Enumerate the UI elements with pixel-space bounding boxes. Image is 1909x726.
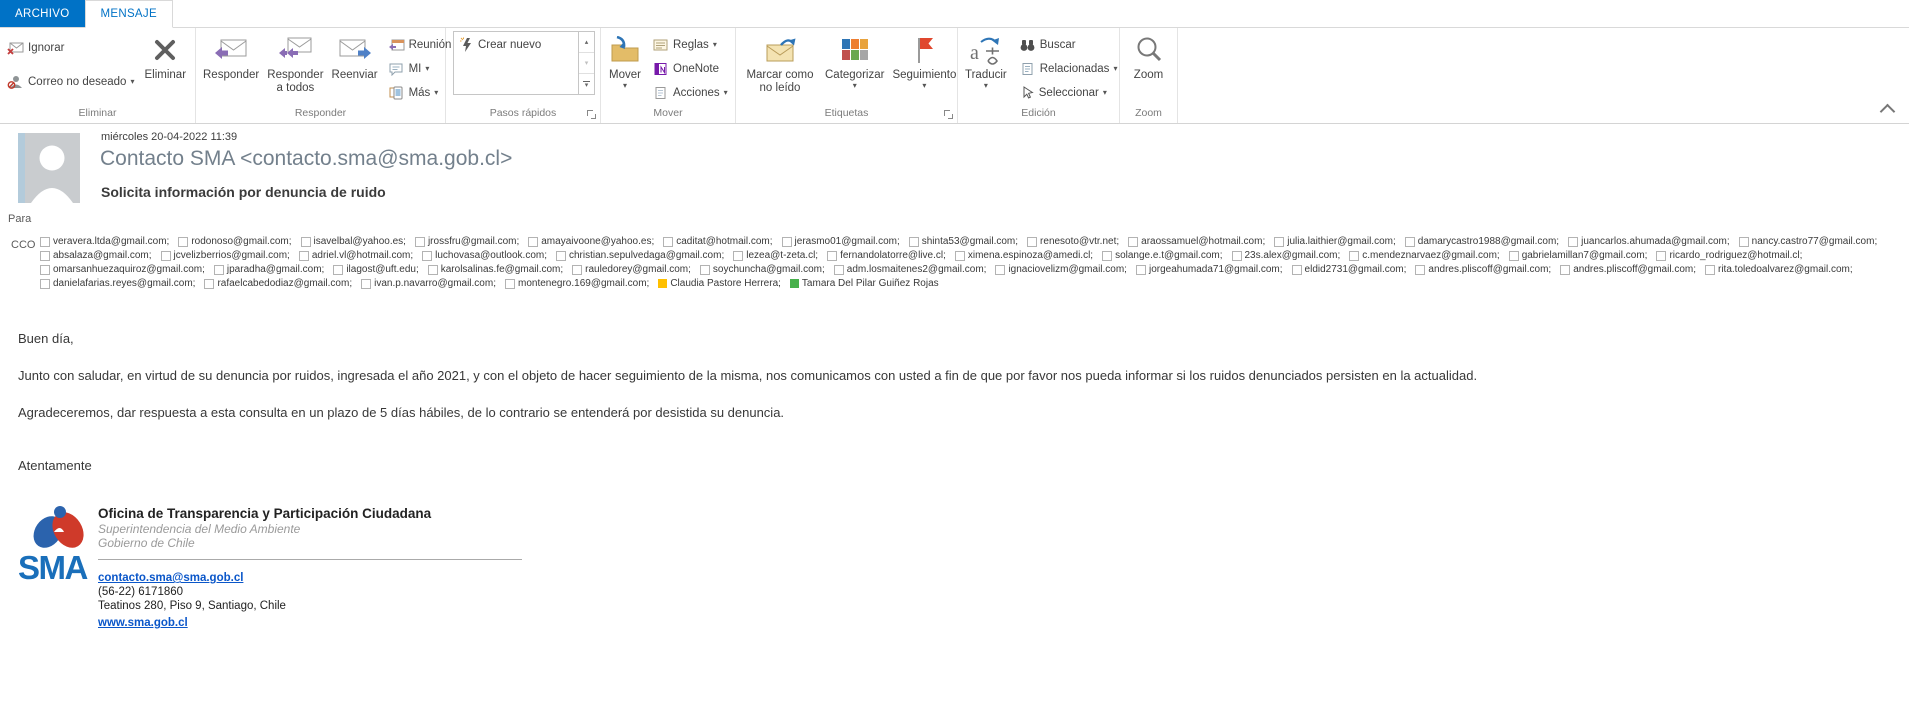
recipient-address: soychuncha@gmail.com; xyxy=(712,264,825,275)
recipient-checkbox xyxy=(422,251,432,261)
recipient-address: fernandolatorre@live.cl; xyxy=(840,250,946,261)
recipient-checkbox xyxy=(1274,237,1284,247)
svg-text:a: a xyxy=(969,42,979,64)
dropdown-arrow-icon: ▾ xyxy=(922,81,927,90)
group-mover xyxy=(601,28,736,123)
recipient-address: omarsanhuezaquiroz@gmail.com; xyxy=(53,264,205,275)
recipient-checkbox xyxy=(995,265,1005,275)
mas-label: Más xyxy=(408,87,431,99)
recipient[interactable] xyxy=(40,277,195,290)
categorize-grid-icon xyxy=(840,33,870,67)
group-etiquetas xyxy=(736,28,958,123)
seguimiento-label: Seguimiento xyxy=(892,69,957,81)
recipient-address: jcvelizberrios@gmail.com; xyxy=(173,250,290,261)
signature xyxy=(16,506,522,631)
quick-steps-box xyxy=(453,31,595,95)
recipient-checkbox xyxy=(1349,251,1359,261)
responder-a-todos-label: Responder a todos xyxy=(267,69,324,94)
recipient[interactable] xyxy=(1128,235,1265,248)
recipient-address: julia.laithier@gmail.com; xyxy=(1287,236,1396,247)
categorizar-label: Categorizar xyxy=(825,69,885,81)
recipient-checkbox xyxy=(1560,265,1570,275)
forward-envelope-icon xyxy=(337,33,373,67)
recipient-address: rodonoso@gmail.com; xyxy=(191,236,292,247)
recipient-address: montenegro.169@gmail.com; xyxy=(517,278,650,289)
group-label-mover: Mover xyxy=(653,107,683,119)
signature-office: Oficina de Transparencia y Participación Ciudadana xyxy=(98,506,432,521)
recipient[interactable] xyxy=(214,263,324,276)
junk-person-icon xyxy=(7,75,24,89)
recipient-checkbox xyxy=(1405,237,1415,247)
recipient-address: ivan.p.navarro@gmail.com; xyxy=(374,278,496,289)
recipient-checkbox xyxy=(955,251,965,261)
acciones-button[interactable] xyxy=(648,82,732,104)
ignorar-label: Ignorar xyxy=(28,42,65,54)
signature-address: Teatinos 280, Piso 9, Santiago, Chile xyxy=(98,599,286,612)
group-zoom xyxy=(1120,28,1178,123)
related-document-icon xyxy=(1019,62,1036,76)
eliminar-label: Eliminar xyxy=(144,69,187,81)
recipient-address: 23s.alex@gmail.com; xyxy=(1244,250,1341,261)
recipient-address: lezea@t-zeta.cl; xyxy=(746,250,819,261)
recipient-address: c.mendeznarvaez@gmail.com; xyxy=(1362,250,1500,261)
recipient-address: danielafarias.reyes@gmail.com; xyxy=(53,278,196,289)
category-swatch xyxy=(658,279,667,288)
ignore-envelope-icon xyxy=(7,41,24,55)
signature-divider xyxy=(98,559,522,560)
recipient-address: araossamuel@hotmail.com; xyxy=(1141,236,1266,247)
seguimiento-button[interactable] xyxy=(888,31,960,106)
recipient[interactable] xyxy=(1292,263,1407,276)
recipient[interactable] xyxy=(1705,263,1853,276)
recipient-address: Claudia Pastore Herrera; xyxy=(670,278,781,289)
recipient-address: amayaivoone@yahoo.es; xyxy=(541,236,655,247)
recipient-address: jorgeahumada71@gmail.com; xyxy=(1148,264,1283,275)
relacionadas-label: Relacionadas xyxy=(1039,63,1110,75)
recipient-address: ximena.espinoza@amedi.cl; xyxy=(967,250,1094,261)
dropdown-arrow-icon: ▾ xyxy=(983,81,988,90)
lightning-icon xyxy=(459,37,473,53)
recipient-address: jerasmo01@gmail.com; xyxy=(794,236,900,247)
recipient-address: andres.pliscoff@gmail.com; xyxy=(1573,264,1696,275)
buscar-button[interactable] xyxy=(1015,34,1122,56)
recipient-checkbox xyxy=(415,237,425,247)
recipient-checkbox xyxy=(361,279,371,289)
recipient[interactable] xyxy=(1274,235,1396,248)
zoom-button[interactable] xyxy=(1130,31,1168,106)
recipient-address: nancy.castro77@gmail.com; xyxy=(1751,236,1878,247)
group-pasos-rapidos xyxy=(446,28,601,123)
recipient-address: Tamara Del Pilar Guiñez Rojas xyxy=(801,278,939,289)
recipient-checkbox xyxy=(556,251,566,261)
cco-field-label: CCO xyxy=(11,239,36,251)
marcar-no-leido-button[interactable] xyxy=(739,31,821,106)
follow-up-flag-icon xyxy=(912,33,936,67)
tab-archivo[interactable]: ARCHIVO xyxy=(0,0,85,27)
scroll-up-icon[interactable]: ▴ xyxy=(579,32,594,53)
seleccionar-label: Seleccionar xyxy=(1038,87,1099,99)
reglas-button[interactable] xyxy=(648,34,732,56)
recipient-checkbox xyxy=(161,251,171,261)
recipient[interactable] xyxy=(1027,235,1119,248)
para-field-label: Para xyxy=(8,213,32,225)
acciones-label: Acciones xyxy=(673,87,720,99)
recipient[interactable] xyxy=(1102,249,1222,262)
recipient-checkbox xyxy=(1656,251,1666,261)
sma-logo-text: SMA xyxy=(18,549,87,586)
recipient-address: rita.toledoalvarez@gmail.com; xyxy=(1718,264,1853,275)
recipient-address: damarycastro1988@gmail.com; xyxy=(1417,236,1560,247)
onenote-button[interactable] xyxy=(648,58,732,80)
reglas-label: Reglas xyxy=(673,39,709,51)
recipient-address: karolsalinas.fe@gmail.com; xyxy=(440,264,564,275)
recipient[interactable] xyxy=(995,263,1127,276)
recipient-address: juancarlos.ahumada@gmail.com; xyxy=(1581,236,1730,247)
recipient[interactable] xyxy=(1560,263,1696,276)
recipient-checkbox xyxy=(505,279,515,289)
recipient[interactable] xyxy=(301,235,406,248)
signature-website-link[interactable]: www.sma.gob.cl xyxy=(98,617,188,629)
recipient[interactable] xyxy=(505,277,649,290)
recipient-checkbox xyxy=(1509,251,1519,261)
ribbon xyxy=(0,0,1909,124)
traducir-button[interactable] xyxy=(961,31,1011,106)
recipient-checkbox xyxy=(1705,265,1715,275)
recipient-address: ignaciovelizm@gmail.com; xyxy=(1008,264,1127,275)
recipient-address: caditat@hotmail.com; xyxy=(676,236,773,247)
dropdown-arrow-icon: ▾ xyxy=(723,88,728,97)
dropdown-arrow-icon: ▾ xyxy=(130,77,135,86)
ribbon-tab-row xyxy=(0,0,1909,28)
recipient-address: gabrielamillan7@gmail.com; xyxy=(1521,250,1648,261)
recipient-address: adriel.vl@hotmail.com; xyxy=(311,250,414,261)
recipient-checkbox xyxy=(1739,237,1749,247)
recipient[interactable] xyxy=(955,249,1093,262)
mark-unread-envelope-icon xyxy=(762,33,798,67)
recipient-checkbox xyxy=(1128,237,1138,247)
recipient[interactable] xyxy=(663,235,772,248)
recipient[interactable] xyxy=(299,249,413,262)
correo-no-deseado-label: Correo no deseado xyxy=(28,76,127,88)
recipient-checkbox xyxy=(909,237,919,247)
select-cursor-icon xyxy=(1019,86,1035,100)
recipient-checkbox xyxy=(40,265,50,275)
recipient[interactable] xyxy=(528,235,654,248)
sma-logo xyxy=(16,506,98,631)
recipient-address: absalaza@gmail.com; xyxy=(53,250,152,261)
reenviar-label: Reenviar xyxy=(331,69,378,81)
categorizar-button[interactable] xyxy=(821,31,888,106)
onenote-label: OneNote xyxy=(673,63,720,75)
recipient[interactable] xyxy=(422,249,547,262)
translate-icon xyxy=(968,33,1004,67)
group-edicion xyxy=(958,28,1120,123)
recipient-checkbox xyxy=(178,237,188,247)
message-date: miércoles 20-04-2022 11:39 xyxy=(101,131,238,143)
scroll-down-icon[interactable]: ▾ xyxy=(579,53,594,74)
recipient-address: rauledorey@gmail.com; xyxy=(585,264,691,275)
correo-no-deseado-button[interactable] xyxy=(3,71,138,93)
signature-email-link[interactable]: contacto.sma@sma.gob.cl xyxy=(98,572,244,584)
recipient-address: adm.losmaitenes2@gmail.com; xyxy=(846,264,987,275)
dropdown-arrow-icon: ▾ xyxy=(622,81,627,90)
recipient-address: luchovasa@outlook.com; xyxy=(435,250,547,261)
recipient-checkbox xyxy=(1568,237,1578,247)
recipient[interactable] xyxy=(909,235,1018,248)
seleccionar-button[interactable] xyxy=(1015,82,1122,104)
more-device-icon xyxy=(388,86,405,100)
recipient-checkbox xyxy=(700,265,710,275)
recipient[interactable] xyxy=(1568,235,1730,248)
recipient-checkbox xyxy=(782,237,792,247)
recipient-checkbox xyxy=(428,265,438,275)
dropdown-arrow-icon: ▾ xyxy=(1113,64,1118,73)
dropdown-arrow-icon: ▾ xyxy=(712,40,717,49)
recipient[interactable] xyxy=(428,263,563,276)
mover-label: Mover xyxy=(609,69,641,81)
responder-a-todos-button[interactable] xyxy=(263,31,327,106)
recipient-address: renesoto@vtr.net; xyxy=(1040,236,1120,247)
onenote-icon xyxy=(652,62,669,76)
recipient[interactable] xyxy=(1739,235,1878,248)
ignorar-button[interactable] xyxy=(3,37,138,59)
recipient[interactable] xyxy=(827,249,946,262)
signature-phone: (56-22) 6171860 xyxy=(98,586,184,598)
dropdown-arrow-icon: ▾ xyxy=(425,64,430,73)
recipient-address: eldid2731@gmail.com; xyxy=(1304,264,1407,275)
recipient[interactable] xyxy=(733,249,818,262)
recipient-checkbox xyxy=(204,279,214,289)
group-eliminar xyxy=(0,28,196,123)
recipient-list xyxy=(40,235,1902,290)
dialog-launcher-icon[interactable] xyxy=(944,110,953,119)
quick-steps-more-icon[interactable]: ▾ xyxy=(584,81,589,89)
dialog-launcher-icon[interactable] xyxy=(587,110,596,119)
recipient[interactable] xyxy=(1136,263,1283,276)
recipient-address: ilagost@uft.edu; xyxy=(346,264,419,275)
body-paragraph: Junto con saludar, en virtud de su denuncia por ruidos, ingresada el año 2021, y con el objeto de hacer seguimiento de la misma, nos comunicamos con usted a fin de que por favor nos pueda informar si los ruidos denunciados persisten en la actualidad. xyxy=(18,368,1478,383)
dropdown-arrow-icon: ▾ xyxy=(1102,88,1107,97)
group-responder xyxy=(196,28,452,123)
recipient-checkbox xyxy=(301,237,311,247)
recipient-checkbox xyxy=(333,265,343,275)
responder-label: Responder xyxy=(203,69,260,81)
reenviar-button[interactable] xyxy=(328,31,382,106)
rules-icon xyxy=(652,38,669,52)
message-sender[interactable]: Contacto SMA <contacto.sma@sma.gob.cl> xyxy=(100,147,513,170)
recipient[interactable] xyxy=(40,263,205,276)
dropdown-arrow-icon: ▾ xyxy=(852,81,857,90)
recipient[interactable] xyxy=(1405,235,1559,248)
signature-org: Superintendencia del Medio Ambiente xyxy=(98,522,301,536)
tab-mensaje[interactable]: MENSAJE xyxy=(85,0,173,28)
signature-gov: Gobierno de Chile xyxy=(98,536,195,550)
quick-steps-scrollbar xyxy=(578,32,594,94)
recipient-checkbox xyxy=(40,237,50,247)
group-label-eliminar: Eliminar xyxy=(78,107,117,119)
delete-x-icon xyxy=(150,33,180,67)
body-paragraph: Agradeceremos, dar respuesta a esta consulta en un plazo de 5 días hábiles, de lo contrario se entenderá por desistida su denuncia. xyxy=(18,405,785,420)
recipient-address: jrossfru@gmail.com; xyxy=(427,236,520,247)
quick-step-crear-nuevo[interactable] xyxy=(456,35,576,55)
body-closing: Atentamente xyxy=(18,458,92,473)
buscar-label: Buscar xyxy=(1039,39,1076,51)
recipient[interactable] xyxy=(1415,263,1551,276)
recipient-address: ricardo_rodriguez@hotmail.cl; xyxy=(1669,250,1803,261)
recipient[interactable] xyxy=(782,235,900,248)
recipient-checkbox xyxy=(1027,237,1037,247)
move-folder-icon xyxy=(608,33,642,67)
im-chat-icon xyxy=(388,62,405,76)
group-label-zoom: Zoom xyxy=(1135,107,1162,119)
message-subject: Solicita información por denuncia de ruido xyxy=(101,184,386,200)
recipient[interactable] xyxy=(556,249,724,262)
recipient[interactable] xyxy=(415,235,519,248)
recipient-checkbox xyxy=(40,279,50,289)
recipient-checkbox xyxy=(214,265,224,275)
recipient-checkbox xyxy=(1136,265,1146,275)
eliminar-button[interactable] xyxy=(140,31,190,106)
recipient[interactable] xyxy=(178,235,291,248)
recipient-checkbox xyxy=(827,251,837,261)
recipient-checkbox xyxy=(528,237,538,247)
group-label-responder: Responder xyxy=(294,107,347,119)
recipient[interactable] xyxy=(658,277,781,290)
group-label-edicion: Edición xyxy=(1021,107,1056,119)
recipient[interactable] xyxy=(1349,249,1499,262)
recipient-checkbox xyxy=(1102,251,1112,261)
recipient-address: rafaelcabedodiaz@gmail.com; xyxy=(217,278,353,289)
marcar-no-leido-label: Marcar como no leído xyxy=(746,69,814,94)
recipient[interactable] xyxy=(1656,249,1802,262)
recipient-address: andres.pliscoff@gmail.com; xyxy=(1428,264,1552,275)
recipient[interactable] xyxy=(1509,249,1648,262)
recipient-checkbox xyxy=(40,251,50,261)
recipient-address: veravera.ltda@gmail.com; xyxy=(53,236,170,247)
dropdown-arrow-icon: ▾ xyxy=(434,88,439,97)
recipient-checkbox xyxy=(733,251,743,261)
recipient[interactable] xyxy=(361,277,496,290)
group-label-etiquetas: Etiquetas xyxy=(824,107,869,119)
category-swatch xyxy=(790,279,799,288)
recipient-checkbox xyxy=(1415,265,1425,275)
recipient[interactable] xyxy=(204,277,352,290)
recipient-checkbox xyxy=(834,265,844,275)
recipient[interactable] xyxy=(790,277,939,290)
recipient[interactable] xyxy=(700,263,825,276)
group-label-pasos-rapidos: Pasos rápidos xyxy=(489,107,557,119)
recipient-address: jparadha@gmail.com; xyxy=(226,264,325,275)
traducir-label: Traducir xyxy=(965,69,1007,81)
relacionadas-button[interactable] xyxy=(1015,58,1122,80)
binoculars-icon xyxy=(1019,38,1036,52)
body-greeting: Buen día, xyxy=(18,331,74,346)
recipient[interactable] xyxy=(40,249,152,262)
meeting-calendar-icon xyxy=(388,38,405,52)
recipient[interactable] xyxy=(161,249,290,262)
recipient-address: shinta53@gmail.com; xyxy=(921,236,1019,247)
recipient-address: solange.e.t@gmail.com; xyxy=(1115,250,1223,261)
recipient-checkbox xyxy=(1232,251,1242,261)
mas-button[interactable] xyxy=(384,82,456,104)
mover-button[interactable] xyxy=(604,31,646,106)
recipient[interactable] xyxy=(1232,249,1341,262)
actions-document-icon xyxy=(652,86,669,100)
zoom-label: Zoom xyxy=(1133,69,1164,81)
reply-all-envelope-icon xyxy=(277,33,313,67)
magnifier-icon xyxy=(1134,33,1164,67)
mi-button[interactable] xyxy=(384,58,456,80)
recipient-checkbox xyxy=(663,237,673,247)
recipient-checkbox xyxy=(299,251,309,261)
reunion-label: Reunión xyxy=(408,39,452,51)
reunion-button[interactable] xyxy=(384,34,456,56)
sender-avatar xyxy=(18,133,80,203)
recipient-checkbox xyxy=(572,265,582,275)
recipient-address: isavelbal@yahoo.es; xyxy=(313,236,406,247)
ribbon-body xyxy=(0,28,1909,123)
recipient[interactable] xyxy=(333,263,418,276)
signature-text xyxy=(98,506,522,631)
recipient[interactable] xyxy=(40,235,169,248)
mi-label: MI xyxy=(408,63,422,75)
reply-envelope-icon xyxy=(213,33,249,67)
crear-nuevo-label: Crear nuevo xyxy=(478,39,542,51)
recipient[interactable] xyxy=(572,263,691,276)
recipient-checkbox xyxy=(1292,265,1302,275)
responder-button[interactable] xyxy=(199,31,263,106)
recipient[interactable] xyxy=(834,263,987,276)
recipient-address: christian.sepulvedaga@gmail.com; xyxy=(569,250,725,261)
